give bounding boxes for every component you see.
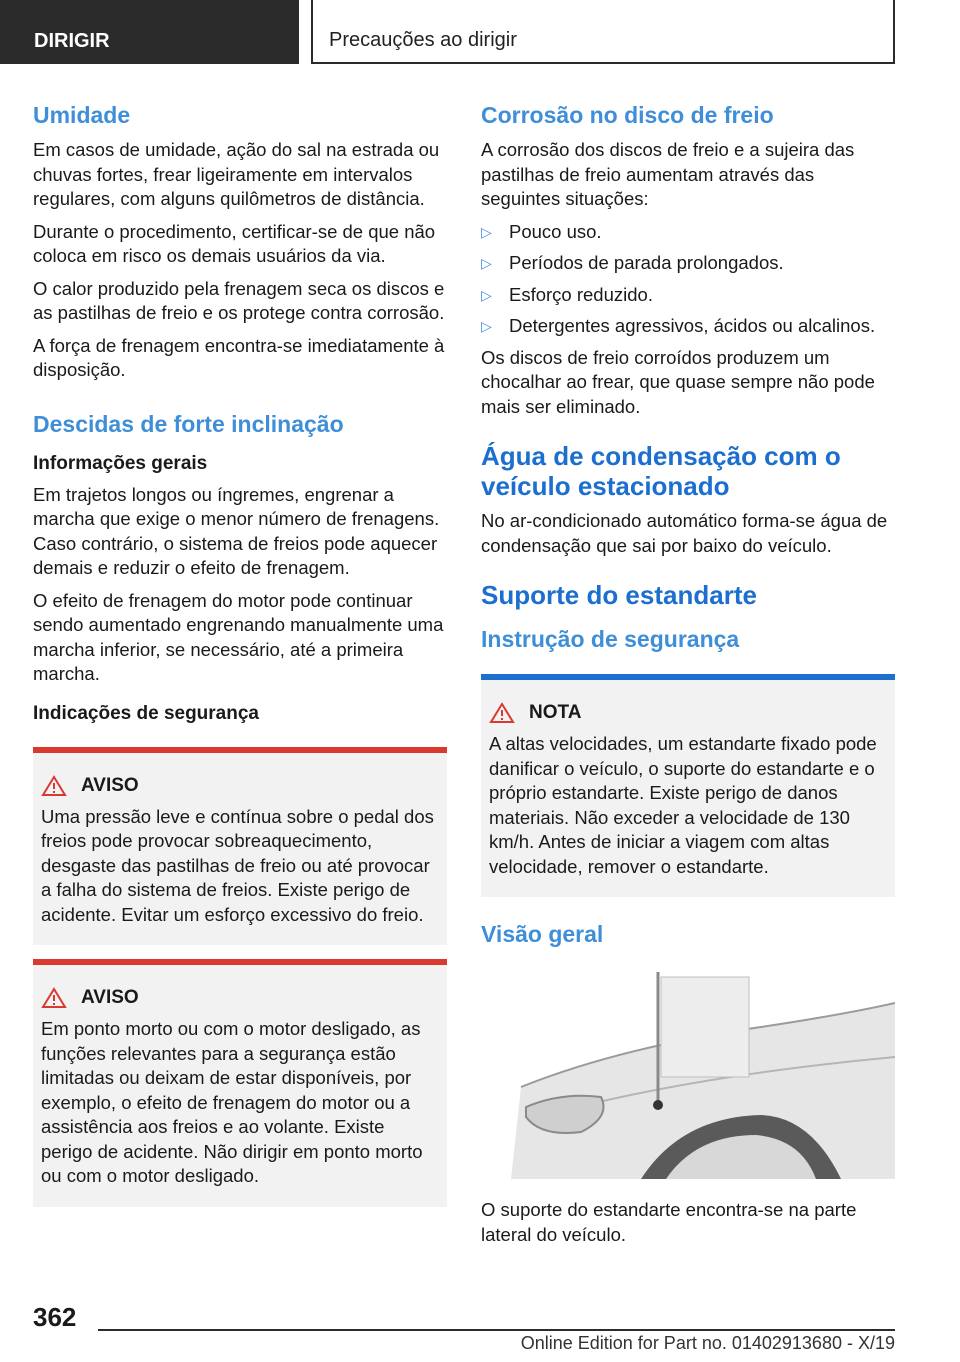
edition-text: Online Edition for Part no. 01402913680 - X/19 [520, 1333, 895, 1353]
note-box-flag [481, 674, 895, 897]
triangle-bullet-icon: ▷ [481, 255, 492, 271]
descents-paragraph-1: Em trajetos longos ou íngremes, engrenar a marcha que exige o menor número de frenagens. Caso contrário, o sistema de freios pode aquecer demais e reduzir o efeito de frenagem. [33, 483, 440, 578]
triangle-bullet-icon: ▷ [481, 223, 492, 240]
flag-holder-car-illustration [481, 967, 895, 1179]
warning-triangle-icon [41, 987, 67, 1009]
left-column [33, 100, 447, 1221]
section-label: DIRIGIR [34, 30, 110, 52]
general-info-heading: Informações gerais [33, 452, 208, 474]
warning-triangle-icon [41, 775, 67, 797]
condensation-text: No ar-condicionado automático forma-se água de condensação que sai por baixo do veículo. [481, 510, 888, 556]
humidity-paragraph-3: O calor produzido pela frenagem seca os discos e as pastilhas de freio e os protege contra corrosão. [33, 277, 445, 323]
page-number: 362 [33, 1302, 77, 1332]
note-label: NOTA [529, 702, 582, 723]
chapter-tab [311, 0, 895, 64]
safety-instruction-heading: Instrução de segurança [481, 626, 740, 652]
warning-label: AVISO [81, 987, 139, 1008]
descents-heading: Descidas de forte inclinação [33, 410, 344, 437]
warning-triangle-icon [489, 702, 515, 724]
corrosion-list [481, 220, 895, 339]
descents-paragraph-2: O efeito de frenagem do motor pode continuar sendo aumentado engrenando manualmente uma marcha inferior, se necessário, até a primeira marcha. [33, 589, 444, 684]
condensation-heading: Água de condensação com o veículo estacionado [481, 441, 841, 501]
warning-title [41, 775, 439, 797]
list-item: ▷ Esforço reduzido. [481, 283, 895, 308]
page-header [0, 0, 960, 66]
corrosion-intro: A corrosão dos discos de freio e a sujeira das pastilhas de freio aumentam através das seguintes situações: [481, 139, 855, 209]
humidity-heading: Umidade [33, 102, 131, 128]
footer-divider [98, 1329, 895, 1331]
warning-title [41, 987, 439, 1009]
flag-holder-heading: Suporte do estandarte [481, 580, 757, 610]
note-title [489, 702, 887, 724]
warning-label: AVISO [81, 774, 139, 796]
triangle-bullet-icon: ▷ [481, 318, 492, 334]
overview-caption: O suporte do estandarte encontra-se na parte lateral do veículo. [481, 1199, 857, 1245]
warning-box-brake-overheat [33, 747, 447, 946]
warning-text: Em ponto morto ou com o motor desligado, as funções relevantes para a segurança estão limitadas ou deixam de estar disponíveis, por exemplo, o efeito de frenagem do motor ou a assistência aos freios e ao volante. Existe perigo de acidente. Não dirigir em ponto morto ou com o motor desligado. [41, 1018, 423, 1186]
right-column [481, 100, 895, 1255]
warning-box-neutral [33, 959, 447, 1207]
list-item: ▷ Pouco uso. [481, 220, 895, 245]
humidity-paragraph-4: A força de frenagem encontra-se imediatamente à disposição. [33, 334, 445, 380]
corrosion-outro: Os discos de freio corroídos produzem um chocalhar ao frear, que quase sempre não pode mais ser eliminado. [481, 346, 875, 417]
warning-text: Uma pressão leve e contínua sobre o pedal dos freios pode provocar sobreaquecimento, desgaste das pastilhas de freio ou até provocar a falha do sistema de freios. Existe perigo de acidente. Evitar um esforço excessivo do freio. [41, 805, 434, 925]
list-item: ▷ Detergentes agressivos, ácidos ou alcalinos. [481, 314, 895, 339]
triangle-bullet-icon: ▷ [481, 286, 492, 303]
safety-indications-heading: Indicações de segurança [33, 702, 259, 724]
humidity-paragraph-1: Em casos de umidade, ação do sal na estrada ou chuvas fortes, frear ligeiramente em intervalos regulares, com alguns quilômetros de distância. [33, 139, 440, 209]
list-item: ▷ Períodos de parada prolongados. [481, 251, 895, 276]
section-tab [0, 0, 299, 64]
humidity-paragraph-2: Durante o procedimento, certificar-se de que não coloca em risco os demais usuários da via. [33, 220, 436, 266]
corrosion-heading: Corrosão no disco de freio [481, 102, 774, 128]
overview-heading: Visão geral [481, 921, 604, 947]
note-text: A altas velocidades, um estandarte fixado pode danificar o veículo, o suporte do estandarte e o próprio estandarte. Existe perigo de danos materiais. Não exceder a velocidade de 130 km/h. Antes de iniciar a viagem com altas velocidade, remover o estandarte. [489, 733, 877, 877]
chapter-title: Precauções ao dirigir [329, 29, 517, 51]
